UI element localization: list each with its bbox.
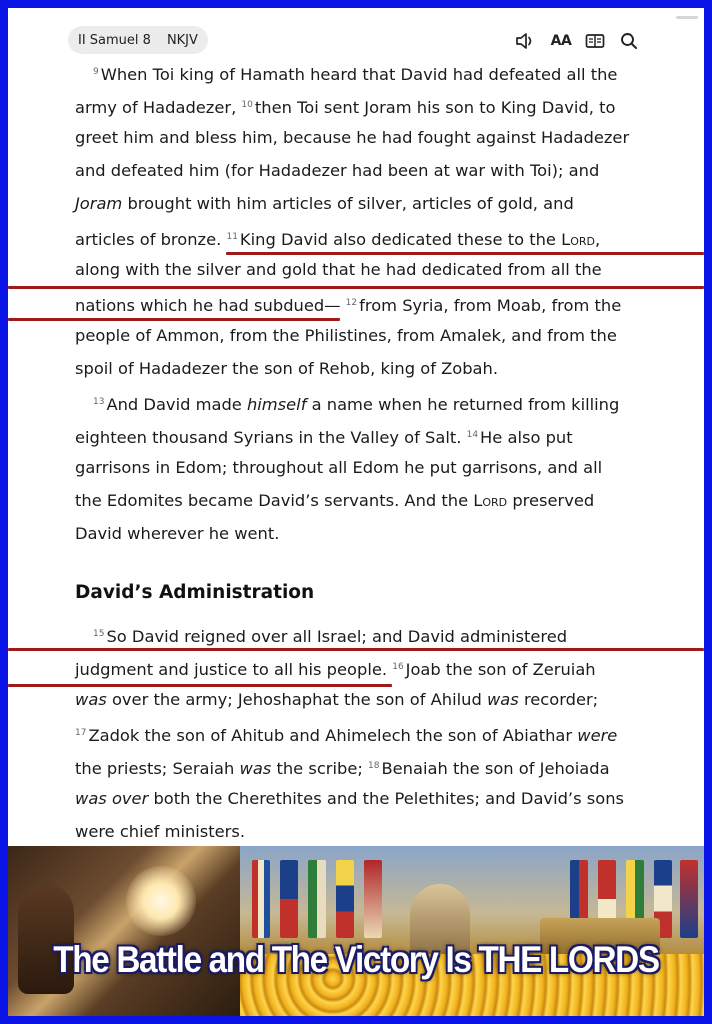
passage-line [75, 718, 617, 748]
verse-text: articles of bronze. [75, 230, 227, 249]
italic-word: was [239, 759, 272, 778]
verse-text: and defeated him (for Hadadezer had been at war with Toi); and [75, 161, 600, 180]
highlight-underline [8, 318, 340, 321]
verse-text: preserved [507, 491, 595, 510]
book-icon[interactable] [584, 30, 606, 52]
passage-line [75, 321, 617, 351]
verse-text: from Syria, from Moab, from the [359, 296, 622, 315]
verse-text: people of Ammon, from the Philistines, from Amalek, and from the [75, 326, 617, 345]
verse-number: 15 [93, 629, 105, 639]
verse-text: were chief ministers. [75, 822, 246, 841]
drag-handle[interactable] [676, 16, 698, 19]
passage-line [75, 222, 600, 252]
italic-word: himself [246, 395, 307, 414]
verse-text: the scribe; [271, 759, 369, 778]
passage-line [75, 817, 245, 847]
verse-text: Benaiah the son of Jehoiada [381, 759, 610, 778]
highlight-underline [8, 648, 704, 651]
section-heading: David’s Administration [75, 582, 315, 603]
italic-word: Joram [75, 194, 123, 213]
speaker-icon[interactable] [514, 30, 536, 52]
passage-line [75, 156, 599, 186]
verse-text: And David made [106, 395, 247, 414]
verse-text: judgment and justice to all his people. [75, 660, 393, 679]
verse-text: greet him and bless him, because he had fought against Hadadezer [75, 128, 630, 147]
verse-number: 12 [345, 298, 358, 308]
italic-word: was [486, 690, 519, 709]
verse-number: 16 [392, 662, 404, 672]
highlight-underline [8, 286, 704, 289]
reader-toolbar [8, 24, 704, 58]
verse-text: When Toi king of Hamath heard that David had defeated all the [100, 65, 618, 84]
passage-line [93, 387, 619, 417]
verse-number: 9 [93, 67, 99, 77]
passage-line [93, 57, 617, 87]
verse-number: 10 [241, 100, 253, 110]
verse-text: Zadok the son of Ahitub and Ahimelech the son of Abiathar [88, 726, 578, 745]
passage-line [75, 751, 610, 781]
passage-line [75, 189, 574, 219]
passage-line [75, 685, 598, 715]
verse-number: 13 [93, 397, 105, 407]
promo-banner-image [8, 846, 704, 1016]
italic-word: was [75, 690, 107, 709]
verse-text: the Edomites became David’s servants. And the [75, 491, 474, 510]
verse-text: along with the silver and gold that he had dedicated from all the [75, 260, 602, 279]
verse-text: the priests; Seraiah [75, 759, 240, 778]
verse-number: 14 [466, 430, 479, 440]
reader-page [8, 8, 704, 1016]
passage-line [75, 123, 629, 153]
verse-text: nations which he had subdued— [75, 296, 346, 315]
verse-text: army of Hadadezer, [75, 98, 242, 117]
verse-number: 18 [368, 761, 380, 771]
verse-text: So David reigned over all Israel; and David administered [106, 627, 568, 646]
banner-caption: The Battle and The Victory Is THE LORDS [53, 939, 659, 980]
text-size-button[interactable] [550, 30, 572, 52]
verse-text: eighteen thousand Syrians in the Valley of Salt. [75, 428, 467, 447]
book-version-selector[interactable] [68, 26, 208, 54]
passage-line [75, 784, 624, 814]
passage-line [75, 652, 596, 682]
passage-line [75, 486, 594, 516]
verse-text: over the army; Jehoshaphat the son of Ahilud [106, 690, 487, 709]
version-button[interactable]: NKJV [166, 32, 198, 48]
praying-man-image [8, 846, 240, 1016]
verse-text: a name when he returned from killing [306, 395, 620, 414]
verse-number: 11 [226, 232, 238, 242]
highlight-underline [226, 252, 704, 255]
verse-text: David wherever he went. [75, 524, 280, 543]
divine-name: Lord [473, 491, 508, 510]
passage-line [75, 255, 602, 285]
passage-line [75, 453, 602, 483]
verse-text: , [594, 230, 601, 249]
king-with-treasure-image [240, 846, 704, 1016]
text-size-label: AA [550, 33, 572, 49]
passage-line [75, 519, 279, 549]
divine-name: Lord [561, 230, 595, 249]
passage-line [75, 354, 498, 384]
italic-word: was over [75, 789, 149, 808]
verse-number: 17 [75, 728, 87, 738]
verse-text: brought with him articles of silver, articles of gold, and [122, 194, 574, 213]
verse-text: Joab the son of Zeruiah [405, 660, 596, 679]
verse-text: garrisons in Edom; throughout all Edom he put garrisons, and all [75, 458, 603, 477]
passage-line [93, 619, 567, 649]
passage-line [75, 288, 621, 318]
verse-text: King David also dedicated these to the [239, 230, 562, 249]
verse-text: spoil of Hadadezer the son of Rehob, king of Zobah. [75, 359, 499, 378]
passage-line [75, 90, 615, 120]
verse-text: recorder; [518, 690, 599, 709]
search-icon[interactable] [618, 30, 640, 52]
verse-text: He also put [480, 428, 573, 447]
verse-text: then Toi sent Joram his son to King David, to [254, 98, 616, 117]
highlight-underline [8, 684, 392, 687]
verse-text: both the Cherethites and the Pelethites; and David’s sons [148, 789, 625, 808]
italic-word: were [577, 726, 618, 745]
passage-line [75, 420, 573, 450]
book-chapter-button[interactable]: II Samuel 8 [78, 32, 151, 48]
